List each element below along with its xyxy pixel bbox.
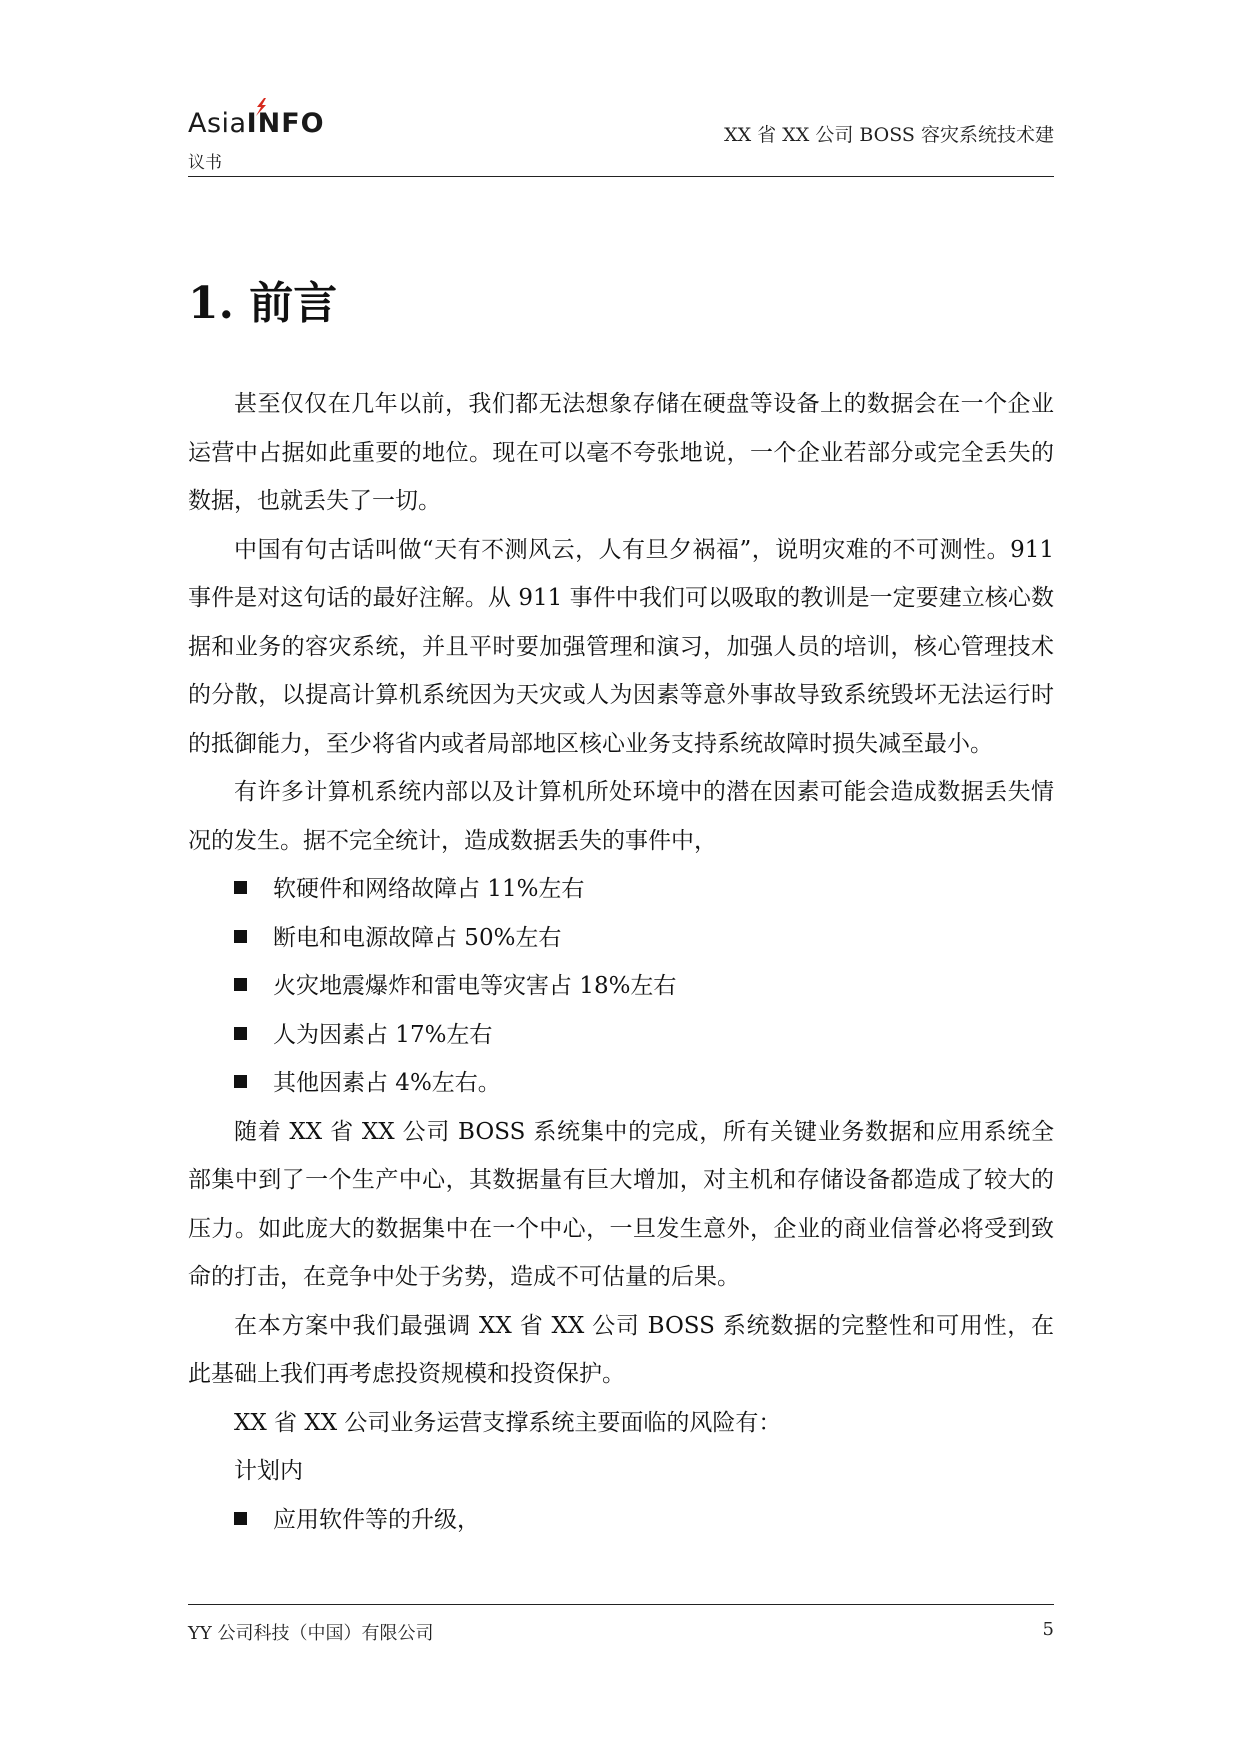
logo-text-asia: Asia: [188, 108, 247, 139]
square-bullet-icon: [234, 1027, 247, 1040]
list-item-text: 火灾地震爆炸和雷电等灾害占 18%左右: [273, 973, 677, 999]
header-document-title: XX 省 XX 公司 BOSS 容灾系统技术建: [724, 124, 1054, 146]
paragraph-risks-intro: XX 省 XX 公司业务运营支撑系统主要面临的风险有：: [234, 1409, 782, 1436]
list-item-text: 断电和电源故障占 50%左右: [273, 924, 562, 951]
paragraph-intro: 甚至仅仅在几年以前，我们都无法想象存储在硬盘等设备上的数据会在一个企业运营中占据如此重要的地位。现在可以毫不夸张地说，一个企业若部分或完全丢失的数据，也就丢失了一切。: [188, 391, 1054, 514]
list-item: [188, 1011, 1054, 1060]
paragraph-boss-centralization: 随着 XX 省 XX 公司 BOSS 系统集中的完成，所有关键业务数据和应用系统全部集中到了一个生产中心，其数据量有巨大增加，对主机和存储设备都造成了较大的压力。如此庞大的数据集中在一个中心，一旦发生意外，企业的商业信誉必将受到致命的打击，在竞争中处于劣势，造成不可估量的后果。: [188, 1118, 1054, 1290]
square-bullet-icon: [234, 1512, 247, 1525]
list-item: [188, 962, 1054, 1011]
logo-lightning-icon: [254, 98, 268, 116]
square-bullet-icon: [234, 930, 247, 943]
list-item: [188, 865, 1054, 914]
square-bullet-icon: [234, 1075, 247, 1088]
list-item: [188, 1059, 1054, 1108]
logo-text-info: INFO: [246, 108, 325, 139]
page-footer: [188, 1604, 1054, 1645]
list-item: [188, 914, 1054, 963]
section-heading: 1. 前言: [188, 278, 338, 329]
paragraph-integrity: 在本方案中我们最强调 XX 省 XX 公司 BOSS 系统数据的完整性和可用性，在此基础上我们再考虑投资规模和投资保护。: [188, 1312, 1054, 1387]
list-item: [188, 1496, 1054, 1545]
list-item-text: 应用软件等的升级，: [273, 1506, 480, 1533]
page-header: [188, 96, 1054, 177]
document-body: [188, 380, 1054, 1544]
square-bullet-icon: [234, 881, 247, 894]
paragraph-proverb: 中国有句古话叫做“天有不测风云，人有旦夕祸福”，说明灾难的不可测性。911 事件是对这句话的最好注解。从 911 事件中我们可以吸取的教训是一定要建立核心数据和业务的容灾系统，并且平时要加强管理和演习，加强人员的培训，核心管理技术的分散，以提高计算机系统因为天灾或人为因素等意外事故导致系统毁坏无法运行时的抵御能力，至少将省内或者局部地区核心业务支持系统故障时损失减至最小。: [188, 536, 1054, 757]
list-item-text: 其他因素占 4%左右。: [273, 1070, 501, 1096]
list-item-text: 软硬件和网络故障占 11%左右: [273, 876, 585, 902]
page-number: 5: [1042, 1619, 1054, 1640]
square-bullet-icon: [234, 978, 247, 991]
list-item-text: 人为因素占 17%左右: [273, 1021, 493, 1048]
paragraph-data-loss: 有许多计算机系统内部以及计算机所处环境中的潜在因素可能会造成数据丢失情况的发生。据不完全统计，造成数据丢失的事件中，: [188, 779, 1054, 854]
paragraph-planned: 计划内: [234, 1458, 303, 1484]
footer-company: YY 公司科技（中国）有限公司: [188, 1623, 434, 1644]
header-left-subtitle: 议书: [188, 153, 222, 173]
